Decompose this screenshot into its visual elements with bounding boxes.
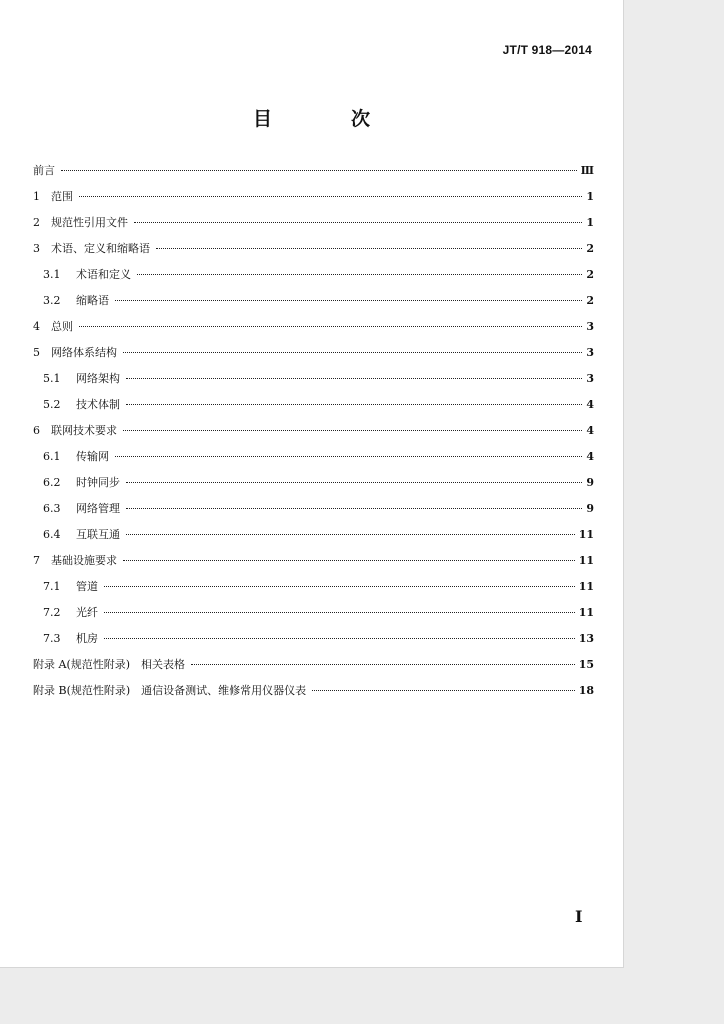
- toc-entry[interactable]: [33, 292, 594, 318]
- toc-entry-number: 6.2: [43, 476, 61, 489]
- toc-entry-label: 基础设施要求: [51, 554, 117, 567]
- toc-dot-leader: [156, 248, 582, 249]
- toc-entry[interactable]: [33, 526, 594, 552]
- toc-entry-label: 总则: [51, 320, 73, 333]
- toc-dot-leader: [104, 638, 575, 639]
- toc-entry-number: 2: [33, 216, 40, 229]
- toc-entry-page: 3: [586, 346, 594, 359]
- toc-entry-page: 1: [586, 190, 594, 203]
- page-number: Ⅰ: [575, 907, 583, 926]
- toc-entry-page: 4: [586, 398, 594, 411]
- toc-entry-number: 6.4: [43, 528, 61, 541]
- toc-entry[interactable]: [33, 240, 594, 266]
- toc-entry-number: 5.2: [43, 398, 61, 411]
- toc-entry-label: 范围: [51, 190, 73, 203]
- toc-entry-label: 机房: [76, 632, 98, 645]
- toc-entry-label: 网络管理: [76, 502, 120, 515]
- toc-entry-number: 3: [33, 242, 40, 255]
- toc-entry-page: 3: [586, 372, 594, 385]
- toc-entry-number: 7.3: [43, 632, 61, 645]
- toc-entry[interactable]: [33, 604, 594, 630]
- toc-entry-page: 11: [578, 606, 594, 619]
- toc-entry[interactable]: [33, 162, 594, 188]
- toc-entry-page: 11: [578, 528, 594, 541]
- toc-entry-label: 规范性引用文件: [51, 216, 128, 229]
- toc-dot-leader: [115, 300, 582, 301]
- toc-entry-page: 15: [578, 658, 594, 671]
- toc-entry-label: 前言: [33, 164, 55, 177]
- toc-entry-label: 附录 A(规范性附录) 相关表格: [33, 658, 186, 671]
- toc-entry-number: 6.3: [43, 502, 61, 515]
- toc-dot-leader: [123, 560, 575, 561]
- toc-dot-leader: [79, 196, 582, 197]
- toc-dot-leader: [123, 352, 582, 353]
- toc-entry[interactable]: [33, 552, 594, 578]
- toc-entry-page: 9: [586, 476, 594, 489]
- toc-entry-page: 13: [578, 632, 594, 645]
- toc-entry-label: 缩略语: [76, 294, 109, 307]
- toc-entry-number: 7.2: [43, 606, 61, 619]
- toc-dot-leader: [134, 222, 582, 223]
- toc-entry-number: 7: [33, 554, 40, 567]
- toc-entry[interactable]: [33, 682, 594, 708]
- toc-dot-leader: [123, 430, 582, 431]
- toc-entry-label: 术语和定义: [76, 268, 131, 281]
- toc-entry[interactable]: [33, 474, 594, 500]
- toc-entry-number: 4: [33, 320, 40, 333]
- toc-dot-leader: [126, 534, 575, 535]
- toc-entry[interactable]: [33, 396, 594, 422]
- toc-dot-leader: [126, 482, 582, 483]
- toc-entry-page: 2: [586, 242, 594, 255]
- toc-entry[interactable]: [33, 188, 594, 214]
- page-title: 目 次: [252, 108, 400, 130]
- toc-entry-page: 1: [586, 216, 594, 229]
- toc-dot-leader: [79, 326, 582, 327]
- toc-entry-page: 3: [586, 320, 594, 333]
- toc-entry-page: Ⅲ: [580, 164, 594, 177]
- toc-entry-label: 光纤: [76, 606, 98, 619]
- toc-entry-page: 2: [586, 268, 594, 281]
- toc-dot-leader: [115, 456, 582, 457]
- toc-entry[interactable]: [33, 448, 594, 474]
- toc-dot-leader: [126, 508, 582, 509]
- toc-entry-label: 时钟同步: [76, 476, 120, 489]
- toc-dot-leader: [191, 664, 575, 665]
- toc-entry[interactable]: [33, 500, 594, 526]
- toc-entry[interactable]: [33, 422, 594, 448]
- toc-entry[interactable]: [33, 344, 594, 370]
- toc-entry-number: 6.1: [43, 450, 61, 463]
- toc-entry-label: 网络架构: [76, 372, 120, 385]
- toc-entry-label: 联网技术要求: [51, 424, 117, 437]
- toc-entry-page: 2: [586, 294, 594, 307]
- toc-entry-page: 18: [578, 684, 594, 697]
- toc-entry-label: 传输网: [76, 450, 109, 463]
- toc-entry[interactable]: [33, 630, 594, 656]
- toc-entry-page: 4: [586, 450, 594, 463]
- toc-dot-leader: [104, 612, 575, 613]
- toc-dot-leader: [126, 378, 582, 379]
- toc-entry-label: 术语、定义和缩略语: [51, 242, 150, 255]
- toc-entry[interactable]: [33, 266, 594, 292]
- toc-entry[interactable]: [33, 578, 594, 604]
- toc-dot-leader: [312, 690, 575, 691]
- toc-entry-number: 5: [33, 346, 40, 359]
- toc-entry-label: 互联互通: [76, 528, 120, 541]
- toc-entry-page: 4: [586, 424, 594, 437]
- toc-dot-leader: [104, 586, 575, 587]
- toc-dot-leader: [137, 274, 582, 275]
- toc-entry-label: 技术体制: [76, 398, 120, 411]
- toc-entry[interactable]: [33, 318, 594, 344]
- toc-entry-number: 3.1: [43, 268, 61, 281]
- table-of-contents: [33, 162, 594, 708]
- toc-entry-page: 11: [578, 580, 594, 593]
- toc-entry[interactable]: [33, 656, 594, 682]
- toc-entry-label: 网络体系结构: [51, 346, 117, 359]
- toc-dot-leader: [61, 170, 577, 171]
- toc-entry-number: 6: [33, 424, 40, 437]
- toc-entry-number: 7.1: [43, 580, 61, 593]
- toc-entry-page: 11: [578, 554, 594, 567]
- standard-code: JT/T 918—2014: [502, 43, 592, 57]
- toc-entry-label: 附录 B(规范性附录) 通信设备测试、维修常用仪器仪表: [33, 684, 307, 697]
- toc-dot-leader: [126, 404, 582, 405]
- toc-entry-number: 5.1: [43, 372, 61, 385]
- toc-entry-number: 1: [33, 190, 40, 203]
- toc-entry[interactable]: [33, 214, 594, 240]
- toc-entry-page: 9: [586, 502, 594, 515]
- toc-entry-label: 管道: [76, 580, 98, 593]
- toc-entry-number: 3.2: [43, 294, 61, 307]
- toc-entry[interactable]: [33, 370, 594, 396]
